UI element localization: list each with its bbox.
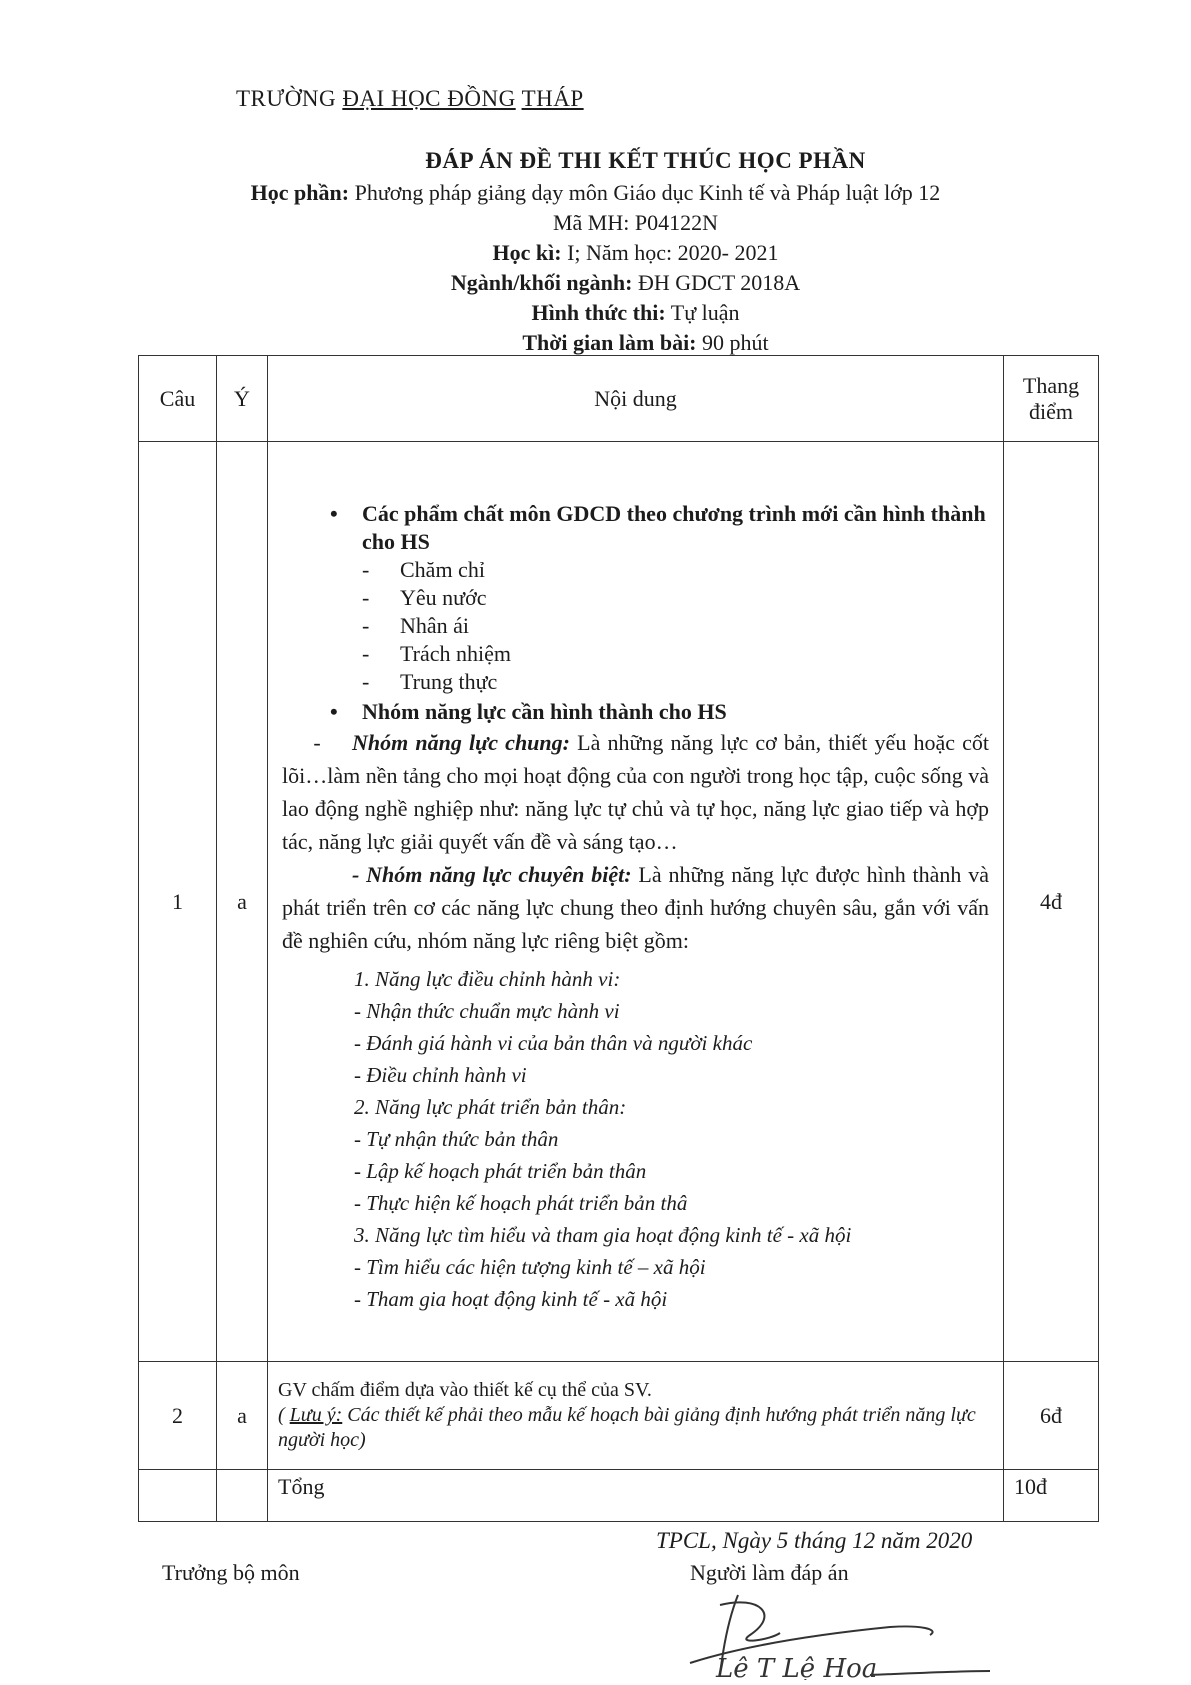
quality-text: Trách nhiệm xyxy=(400,641,512,666)
university-name-part: TRƯỜNG xyxy=(236,86,337,111)
table-header-row xyxy=(139,356,1099,442)
department-head-title: Trưởng bộ môn xyxy=(162,1560,300,1585)
code-line xyxy=(0,210,1191,236)
empty-cell xyxy=(217,1470,268,1522)
general-competency-label: Nhóm năng lực chung: xyxy=(352,730,570,755)
quality-text: Yêu nước xyxy=(400,585,487,610)
course-value: Phương pháp giảng dạy môn Giáo dục Kinh tế và Pháp luật lớp 12 xyxy=(354,180,941,205)
bullet-competencies: • Nhóm năng lực cần hình thành cho HS xyxy=(282,698,989,726)
empty-cell xyxy=(139,1470,217,1522)
quality-text: Chăm chỉ xyxy=(400,557,485,582)
answer-content xyxy=(268,1362,1004,1470)
design-note xyxy=(278,1403,993,1453)
signature-drawing xyxy=(680,1585,1000,1680)
bullet-qualities: • Các phẩm chất môn GDCD theo chương trình mới cần hình thành cho HS xyxy=(282,500,989,556)
list-item: - Lập kế hoạch phát triển bản thân xyxy=(354,1159,647,1183)
special-competency-text: Là những năng lực được hình thành và phát triển trên cơ các năng lực chung theo định hướng chuyên sâu, gắn với vấn đề nghiên cứu, nhóm năng lực riêng biệt gồm: xyxy=(282,862,990,953)
score-cell: 4đ xyxy=(1004,442,1099,1362)
list-item: - Nhân ái xyxy=(362,613,470,638)
code-label: Mã MH: xyxy=(552,210,630,235)
total-score: 10đ xyxy=(1004,1470,1099,1522)
table-row xyxy=(139,442,1099,1362)
time-value: 90 phút xyxy=(702,330,769,355)
list-item: - Tự nhận thức bản thân xyxy=(354,1127,559,1151)
answer-author-title: Người làm đáp án xyxy=(690,1560,849,1585)
general-competency-paragraph xyxy=(282,726,989,858)
time-label: Thời gian làm bài: xyxy=(522,330,697,355)
signature-text: Lê T Lệ Hoa xyxy=(716,1654,878,1680)
note-text: Các thiết kế phải theo mẫu kế hoạch bài giảng định hướng phát triển năng lực người học) xyxy=(278,1404,976,1451)
answer-content xyxy=(268,442,1004,1362)
university-name-part: ĐẠI HỌC ĐỒNG xyxy=(342,86,516,111)
list-item: - Nhận thức chuẩn mực hành vi xyxy=(354,999,620,1023)
code-value: P04122N xyxy=(634,210,718,235)
note-label: Lưu ý: xyxy=(289,1404,343,1426)
special-competency-paragraph xyxy=(282,858,989,957)
signing-date: TPCL, Ngày 5 tháng 12 năm 2020 xyxy=(656,1528,973,1553)
form-line xyxy=(0,300,1191,326)
header-content: Nội dung xyxy=(268,356,1004,442)
signature xyxy=(680,1585,1000,1685)
note-paren: ( xyxy=(278,1404,290,1426)
item-letter: a xyxy=(217,442,268,1362)
major-label: Ngành/khối ngành: xyxy=(450,270,633,295)
list-item: - Thực hiện kế hoạch phát triển bản thâ xyxy=(354,1191,688,1215)
special-competency-label: - Nhóm năng lực chuyên biệt: xyxy=(352,862,632,887)
score-cell: 6đ xyxy=(1004,1362,1099,1470)
list-item: - Đánh giá hành vi của bản thân và người khác xyxy=(354,1031,753,1055)
major-value: ĐH GDCT 2018A xyxy=(637,270,801,295)
dash-marker: - xyxy=(313,730,321,755)
question-number: 2 xyxy=(139,1362,217,1470)
quality-text: Nhân ái xyxy=(400,613,470,638)
grading-note: GV chấm điểm dựa vào thiết kế cụ thể của SV. xyxy=(278,1379,652,1401)
major-line xyxy=(0,270,1191,296)
table-row xyxy=(139,1362,1099,1470)
list-item: - Tìm hiểu các hiện tượng kinh tế – xã hội xyxy=(354,1255,706,1279)
list-item: - Chăm chỉ xyxy=(362,557,485,582)
course-label: Học phần: xyxy=(250,180,350,205)
total-label: Tổng xyxy=(268,1470,1004,1522)
list-item: 2. Năng lực phát triển bản thân: xyxy=(354,1095,627,1119)
item-letter: a xyxy=(217,1362,268,1470)
quality-text: Trung thực xyxy=(400,669,498,694)
course-line xyxy=(0,180,1191,206)
answer-table xyxy=(138,355,1099,1522)
list-item: - Trách nhiệm xyxy=(362,641,512,666)
semester-line xyxy=(0,240,1191,266)
header-question: Câu xyxy=(139,356,217,442)
university-name-part: THÁP xyxy=(521,86,584,111)
sub-competency-list xyxy=(282,963,989,1315)
list-item: 3. Năng lực tìm hiểu và tham gia hoạt động kinh tế - xã hội xyxy=(354,1223,852,1247)
header-score: Thang điểm xyxy=(1004,356,1099,442)
form-value: Tự luận xyxy=(670,300,740,325)
list-item: - Trung thực xyxy=(362,669,498,694)
list-item: 1. Năng lực điều chỉnh hành vi: xyxy=(354,967,621,991)
list-item: - Điều chỉnh hành vi xyxy=(354,1063,527,1087)
list-item: - Yêu nước xyxy=(362,585,487,610)
question-number: 1 xyxy=(139,442,217,1362)
time-line xyxy=(0,330,1191,356)
page-title: ĐÁP ÁN ĐỀ THI KẾT THÚC HỌC PHẦN xyxy=(425,148,866,173)
semester-label: Học kì: xyxy=(492,240,562,265)
header-item: Ý xyxy=(217,356,268,442)
general-competency-text: Là những năng lực cơ bản, thiết yếu hoặc cốt lõi…làm nền tảng cho mọi hoạt động của con người trong học tập, cuộc sống và lao động nghề nghiệp như: năng lực tự chủ và tự học, năng lực giao tiếp và hợp tác, năng lực giải quyết vấn đề và sáng tạo… xyxy=(282,730,989,854)
university-name xyxy=(236,86,584,112)
list-item: - Tham gia hoạt động kinh tế - xã hội xyxy=(354,1287,668,1311)
form-label: Hình thức thi: xyxy=(531,300,666,325)
semester-value: I; Năm học: 2020- 2021 xyxy=(567,240,779,265)
total-row xyxy=(139,1470,1099,1522)
